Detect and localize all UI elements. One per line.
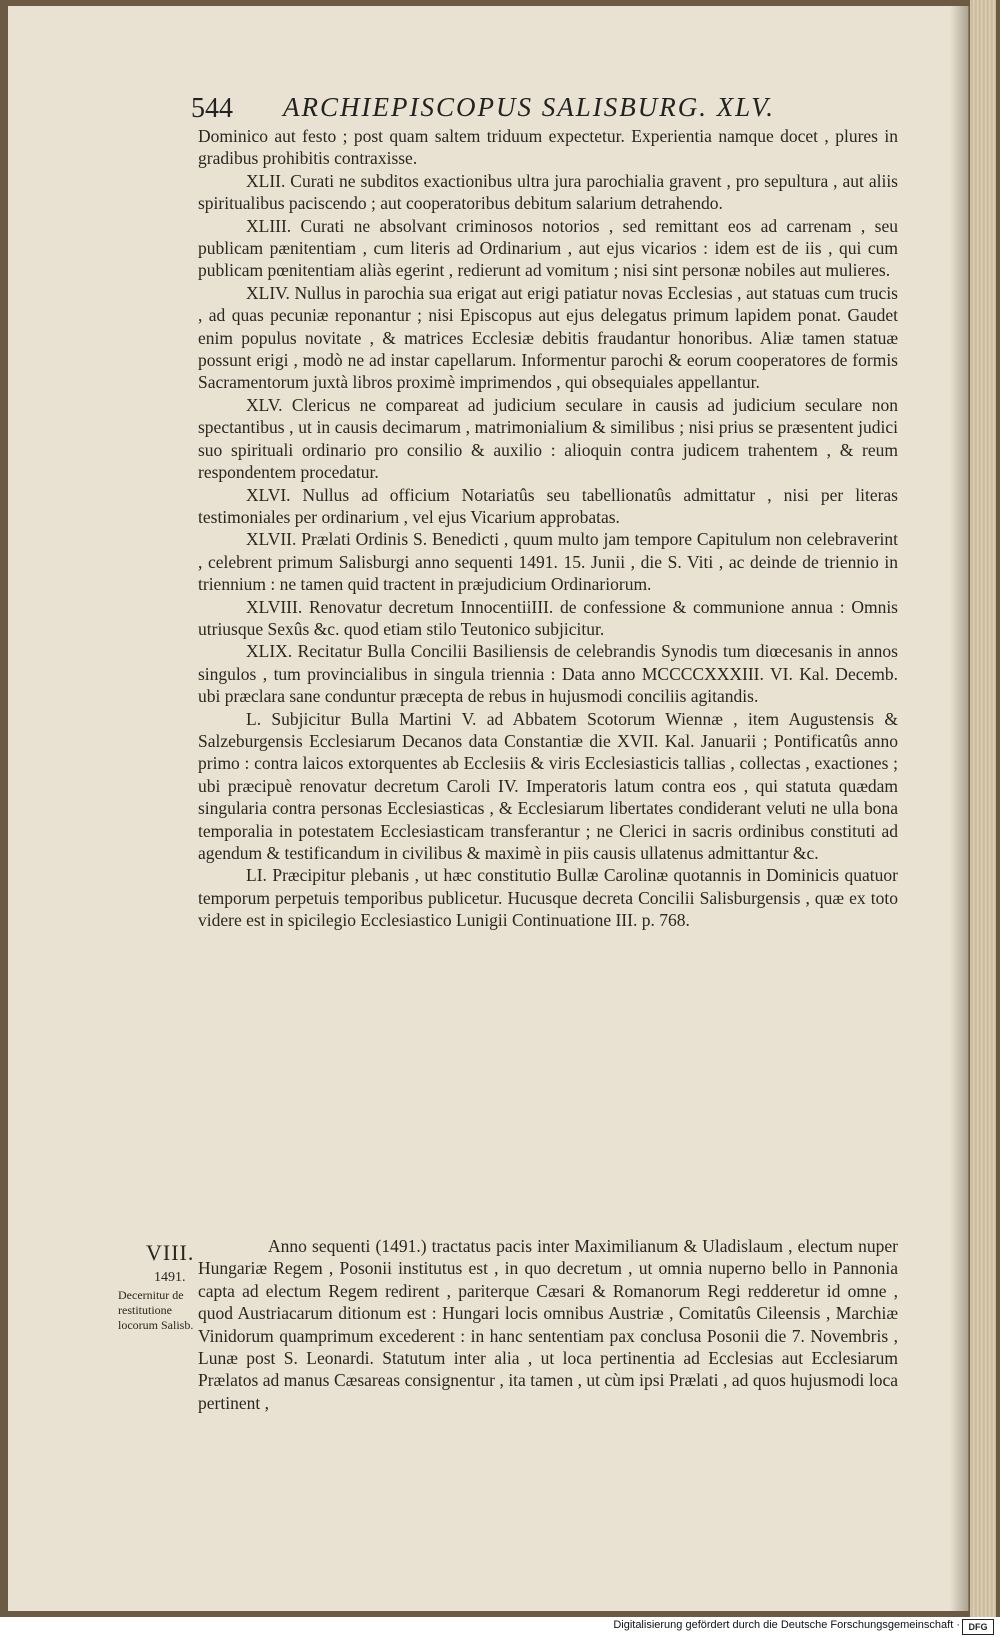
paragraph-xlvii: XLVII. Prælati Ordinis S. Benedicti , quum multo jam tempore Capitulum non celebraverint , celebrent primum Salisburgi anno sequenti 1491. 15. Junii , die S. Viti , ac deinde de triennio in triennium : ne tamen quid tractent in præjudicium Ordinariorum. (198, 529, 898, 595)
page-header (180, 90, 900, 130)
main-text (198, 125, 898, 932)
marginal-year: 1491. (154, 1270, 186, 1285)
marginal-summary: Decernitur de restitutione locorum Salisb. (118, 1288, 194, 1332)
digitization-footer (0, 1617, 1000, 1637)
book-page-edges (970, 0, 996, 1617)
paragraph-xliv: XLIV. Nullus in parochia sua erigat aut erigi patiatur novas Ecclesias , aut statuas cum trucis , ad quas pecuniæ reponantur ; nisi Episcopus aut ejus delegatus primum lapidem ponat. Gaudet enim populus novitate , & matrices Ecclesiæ debitis fraudantur honoribus. Aliæ tamen statuæ possunt erigi , modò ne ad instar capellarum. Informentur parochi & eorum cooperatores de formis Sacramentorum juxtà libros proximè imprimendos , qui obsequiales appellantur. (198, 282, 898, 393)
paragraph-xlv: XLV. Clericus ne compareat ad judicium seculare in causis ad judicium seculare non spectantibus , ut in causis decimarum , matrimonialium & similibus ; nisi prius se præsentent judici suo spirituali ordinario pro consilio & auxilio : alioquin contra judicem trahentem , & reum respondentem procedatur. (198, 394, 898, 483)
paragraph-xlvi: XLVI. Nullus ad officium Notariatûs seu tabellionatûs admittatur , nisi per literas testimoniales per ordinarium , vel ejus Vicarium approbatas. (198, 484, 898, 527)
funding-credit: Digitalisierung gefördert durch die Deutsche Forschungsgemeinschaft · (613, 1619, 960, 1631)
page-number: 544 (191, 93, 233, 124)
paragraph-xlix: XLIX. Recitatur Bulla Concilii Basiliensis de celebrandis Synodis tum diœcesanis in annos singulos , tum provincialibus in singula triennia : Data anno MCCCCXXXIII. VI. Kal. Decemb. ubi præclara sane conduntur præcepta de rebus in hujusmodi conciliis agitandis. (198, 641, 898, 707)
paragraph-xliii: XLIII. Curati ne absolvant criminosos notorios , sed remittant eos ad carrenam , seu publicam pænitentiam , cum literis ad Ordinarium , aut ejus vicarios : idem est de iis , qui cum publicam pœnitentiam aliàs egerint , redierunt ad vomitum ; nisi sint personæ nobiles aut mulieres. (198, 215, 898, 281)
paragraph-xlii: XLII. Curati ne subditos exactionibus ultra jura parochialia gravent , pro sepultura , aut aliis spiritualibus paciscendo ; aut cooperatoribus debitum salarium detrahendo. (198, 170, 898, 214)
dfg-logo: DFG (962, 1619, 994, 1635)
section-numeral: VIII. (146, 1240, 195, 1265)
paragraph-viii: Anno sequenti (1491.) tractatus pacis inter Maximilianum & Uladislaum , electum nuper Hungariæ Regem , Posonii institutus est , in quo decretum , ut omnia nuperno bello in Pannonia capta ad electum Regem redirent , pariterque Cæsari & Romanorum Regi redderetur id omne , quod Austriacarum ditionum est : Hungari locis omnibus Austriæ , Comitatûs Cileensis , Marchiæ Vinidorum quamprimum excederent : in hanc sententiam pax conclusa Posonii die 7. Novembris , Lunæ post S. Leonardi. Statutum inter alia , ut loca pertinentia ad Ecclesias aut Ecclesiarum Prælatos ad manus Cæsareas consignentur , ita tamen , ut cùm ipsi Prælati , ad quos hujusmodi loca pertinent , (198, 1236, 898, 1413)
paragraph: Dominico aut festo ; post quam saltem triduum expectetur. Experientia namque docet , plures in gradibus prohibitis contraxisse. (198, 126, 898, 169)
section-viii-text (198, 1235, 898, 1414)
paragraph-xlviii: XLVIII. Renovatur decretum InnocentiiIII. de confessione & communione annua : Omnis utriusque Sexûs &c. quod etiam stilo Teutonico subjicitur. (198, 596, 898, 639)
running-title: ARCHIEPISCOPUS SALISBURG. XLV. (283, 92, 775, 122)
page-gutter-shadow (950, 6, 968, 1611)
paragraph-l: L. Subjicitur Bulla Martini V. ad Abbatem Scotorum Wiennæ , item Augustensis & Salzeburgensis Ecclesiarum Decanos data Constantiæ die XVII. Kal. Januarii ; Pontificatûs anno primo : contra laicos extorquentes ab Ecclesiis & viris Ecclesiasticis tallias , collectas , exactiones ; ubi præcipuè renovatur decretum Caroli IV. Imperatoris latum contra eos , qui statuta quædam singularia contra personas Ecclesiasticas , & Ecclesiarum libertates condiderant veluti ne ulla bona temporalia in potestatem Ecclesiasticam transferantur ; ne Clerici in sacris ordinibus constituti ad agendum & testificandum in civilibus & maximè in piis causis ullatenus admittantur &c. (198, 708, 898, 863)
paragraph-li: LI. Præcipitur plebanis , ut hæc constitutio Bullæ Carolinæ quotannis in Dominicis quatuor temporum perpetuis temporibus publicetur. Hucusque decreta Concilii Salisburgensis , quæ ex toto videre est in spicilegio Ecclesiastico Lunigii Continuatione III. p. 768. (198, 865, 898, 931)
